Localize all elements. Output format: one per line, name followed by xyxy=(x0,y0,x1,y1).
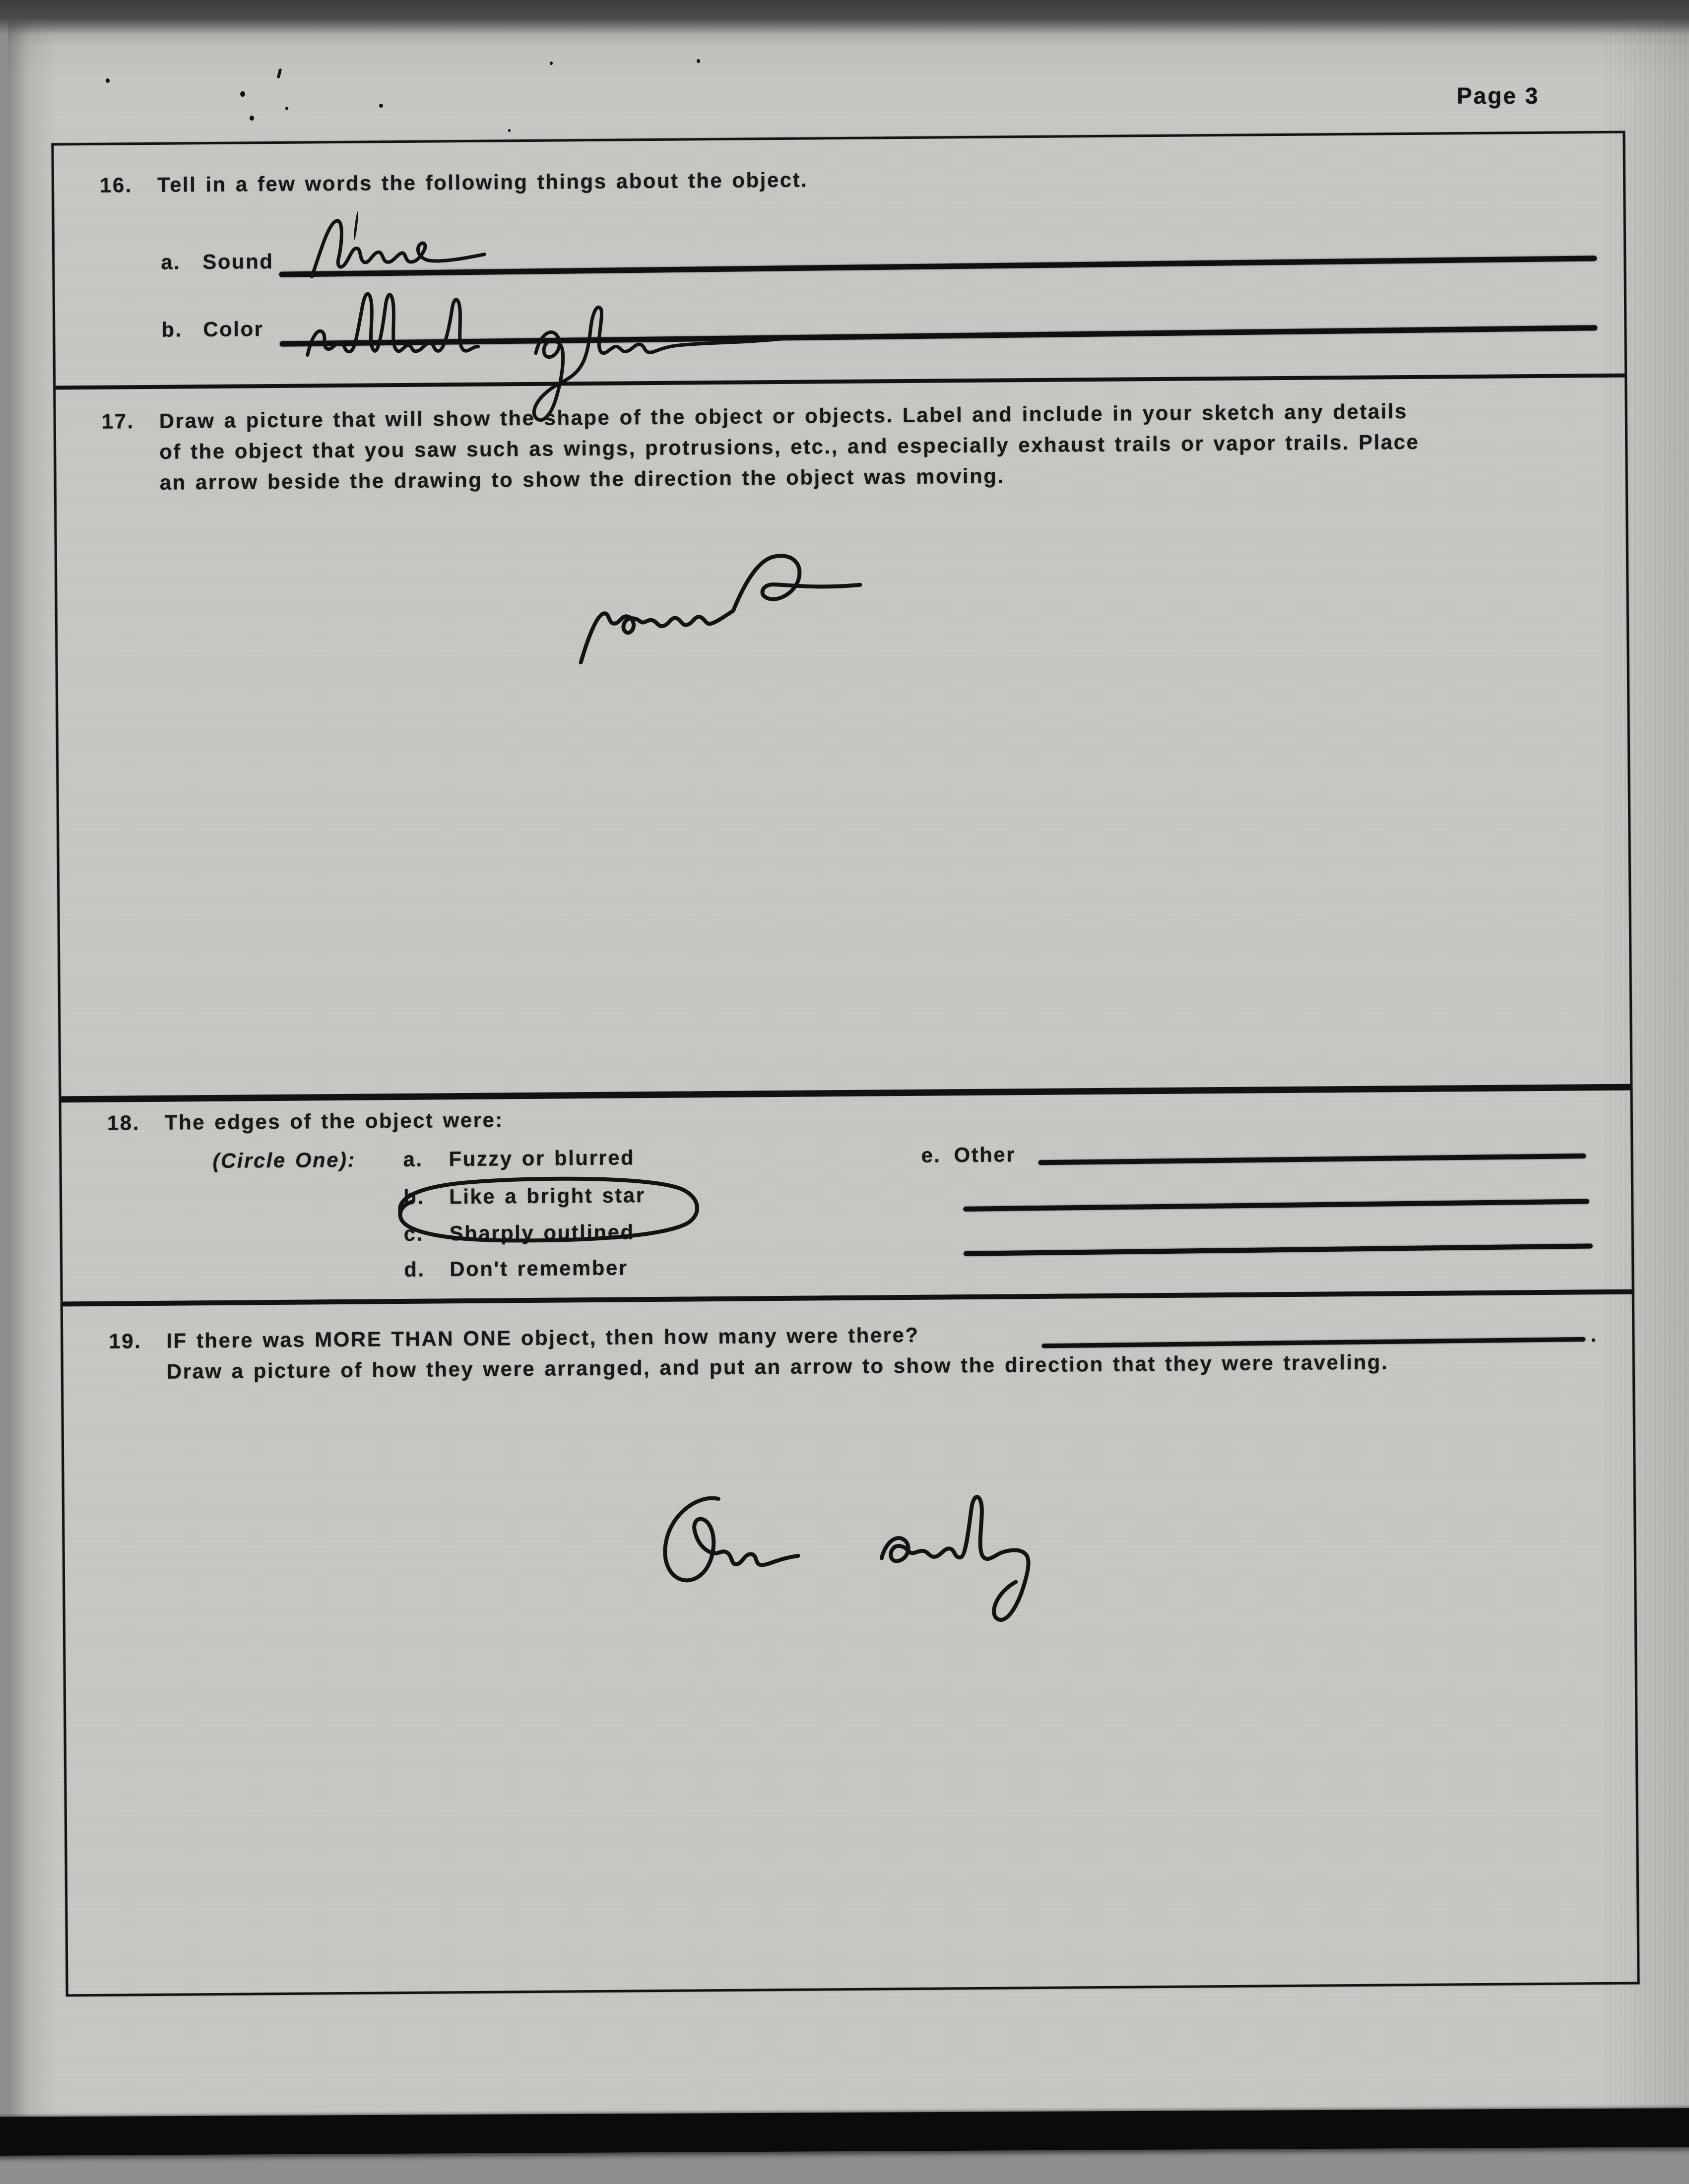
q18-option-e-letter: e. xyxy=(921,1143,941,1167)
handwritten-answer-shape xyxy=(566,541,875,668)
questionnaire-form-box xyxy=(51,131,1639,1997)
dust-speck xyxy=(697,59,700,63)
q16b-label: Color xyxy=(203,317,264,341)
q18-option-b-label: Like a bright star xyxy=(449,1183,646,1209)
q18-other-line-1 xyxy=(1039,1154,1586,1165)
q17-number: 17. xyxy=(101,409,134,433)
q19-prompt-line2: Draw a picture of how they were arranged, and put an arrow to show the direction that they were traveling. xyxy=(166,1350,1389,1383)
handwritten-answer-count xyxy=(648,1452,1145,1654)
handwritten-answer-sound xyxy=(309,212,491,283)
dust-speck xyxy=(106,78,110,83)
q18-other-line-2 xyxy=(963,1199,1589,1211)
handwriting-none-svg xyxy=(309,212,491,283)
q18-option-a-label: Fuzzy or blurred xyxy=(449,1146,635,1171)
q17-prompt-line2: of the object that you saw such as wings, protrusions, etc., and especially exhaust trails or vapor trails. Place xyxy=(159,430,1420,463)
q18-number: 18. xyxy=(107,1111,140,1135)
q17-prompt-line1: Draw a picture that will show the shape of the object or objects. Label and include in your sketch any details xyxy=(159,399,1408,433)
q18-option-e-label: Other xyxy=(954,1143,1016,1167)
q18-option-a-letter: a. xyxy=(403,1147,423,1171)
handwriting-circle-svg xyxy=(369,1170,716,1248)
q18-option-d-letter: d. xyxy=(404,1257,425,1282)
page-number: Page 3 xyxy=(1457,83,1540,109)
dust-speck xyxy=(379,104,383,108)
q16-prompt: Tell in a few words the following things about the object. xyxy=(157,168,808,196)
q18-circle-instruction: (Circle One): xyxy=(212,1148,356,1173)
q19-answer-line xyxy=(1041,1337,1585,1348)
q16-number: 16. xyxy=(99,173,133,197)
q18-prompt: The edges of the object were: xyxy=(164,1108,504,1134)
q19-prompt-line1: IF there was MORE THAN ONE object, then how many were there? xyxy=(166,1323,919,1352)
scan-edge-top xyxy=(0,0,1689,35)
q19-number: 19. xyxy=(109,1329,142,1353)
dust-speck xyxy=(240,91,245,97)
q16a-label: Sound xyxy=(202,250,274,274)
circled-option-mark xyxy=(369,1170,716,1248)
q18-option-b-letter: b. xyxy=(403,1185,425,1209)
q18-option-c-label: Sharply outlined xyxy=(449,1220,635,1245)
q18-option-c-letter: c. xyxy=(403,1221,424,1246)
scan-edge-bottom xyxy=(0,2108,1689,2156)
section-divider xyxy=(62,1289,1634,1307)
section-divider xyxy=(55,374,1626,390)
q16a-letter: a. xyxy=(161,250,181,274)
q16b-letter: b. xyxy=(161,318,183,341)
q19-after-blank-period: . xyxy=(1590,1323,1598,1347)
dust-speck xyxy=(550,62,553,65)
handwriting-round-svg xyxy=(566,541,875,668)
q18-other-line-3 xyxy=(964,1243,1593,1256)
dust-speck xyxy=(250,116,254,121)
handwriting-one-only-svg xyxy=(648,1452,1145,1654)
q17-prompt-line3: an arrow beside the drawing to show the direction the object was moving. xyxy=(159,464,1005,494)
section-divider xyxy=(60,1084,1632,1103)
dust-speck xyxy=(285,107,288,110)
q18-option-d-label: Don't remember xyxy=(450,1256,628,1281)
dust-speck xyxy=(508,129,511,132)
